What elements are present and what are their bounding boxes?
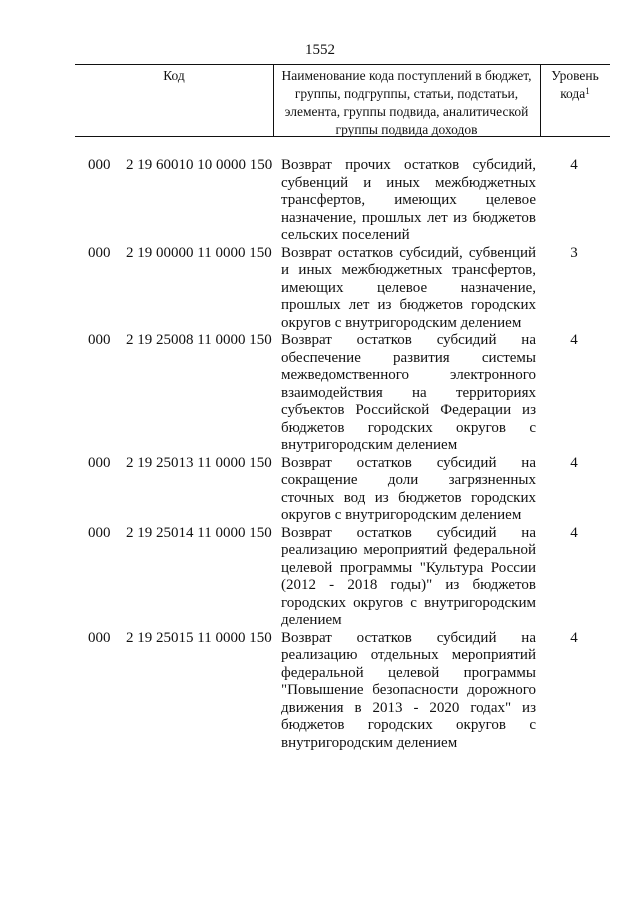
header-level [540, 65, 610, 136]
row-admin-code: 000 [88, 157, 111, 173]
row-income-code: 2 19 00000 11 0000 150 [126, 244, 272, 261]
row-income-code: 2 19 25008 11 0000 150 [126, 332, 272, 348]
row-admin-code: 000 [88, 332, 111, 348]
page-number: 1552 [305, 42, 335, 58]
table-row [75, 332, 610, 455]
header-level-label: Уровень кода [551, 68, 599, 101]
row-name: Возврат остатков субсидий на обеспечение развития системы межведомственного электронного взаимодействия на территориях субъектов Российской Федерации из бюджетов городских округов с внутригородским делением [281, 332, 536, 453]
row-admin-code: 000 [88, 244, 111, 261]
row-income-code: 2 19 60010 10 0000 150 [126, 157, 273, 173]
table-body [75, 157, 610, 752]
row-admin-code: 000 [88, 524, 111, 541]
row-name: Возврат прочих остатков субсидий, субвенций и иных межбюджетных трансфертов, имеющих целевое назначение, прошлых лет из бюджетов сельских поселений [281, 157, 536, 243]
row-level: 4 [570, 157, 578, 173]
row-admin-code: 000 [88, 454, 111, 471]
table-header [75, 64, 610, 137]
row-income-code: 2 19 25013 11 0000 150 [126, 454, 272, 471]
table-row [75, 245, 610, 333]
row-name: Возврат остатков субсидий на сокращение доли загрязненных сточных вод из бюджетов городских округов с внутригородским делением [281, 454, 536, 523]
table-row [75, 455, 610, 525]
row-level: 4 [570, 332, 578, 348]
header-level-footnote: 1 [585, 86, 590, 96]
table-row [75, 630, 610, 753]
row-level: 4 [570, 629, 578, 646]
row-name: Возврат остатков субсидий, субвенций и иных межбюджетных трансфертов, имеющих целевое назначение, прошлых лет из бюджетов городских округов с внутригородским делением [281, 244, 536, 331]
row-level: 4 [570, 454, 578, 471]
row-name: Возврат остатков субсидий на реализацию мероприятий федеральной целевой программы "Культура России (2012 - 2018 годы)" из бюджетов городских округов с внутригородским делением [281, 524, 536, 628]
header-name: Наименование кода поступлений в бюджет, группы, подгруппы, статьи, подстатьи, элемента, группы подвида, аналитической группы подвида доходов [273, 65, 541, 136]
table-row [75, 525, 610, 630]
row-income-code: 2 19 25014 11 0000 150 [126, 524, 272, 541]
row-level: 3 [570, 244, 578, 261]
row-admin-code: 000 [88, 629, 111, 646]
table-row [75, 157, 610, 245]
row-name: Возврат остатков субсидий на реализацию отдельных мероприятий федеральной целевой программы "Повышение безопасности дорожного движения в 2013 - 2020 годах" из бюджетов городских округов с внутригородским делением [281, 629, 536, 751]
row-level: 4 [570, 524, 578, 541]
header-code: Код [75, 65, 274, 136]
row-income-code: 2 19 25015 11 0000 150 [126, 629, 272, 646]
